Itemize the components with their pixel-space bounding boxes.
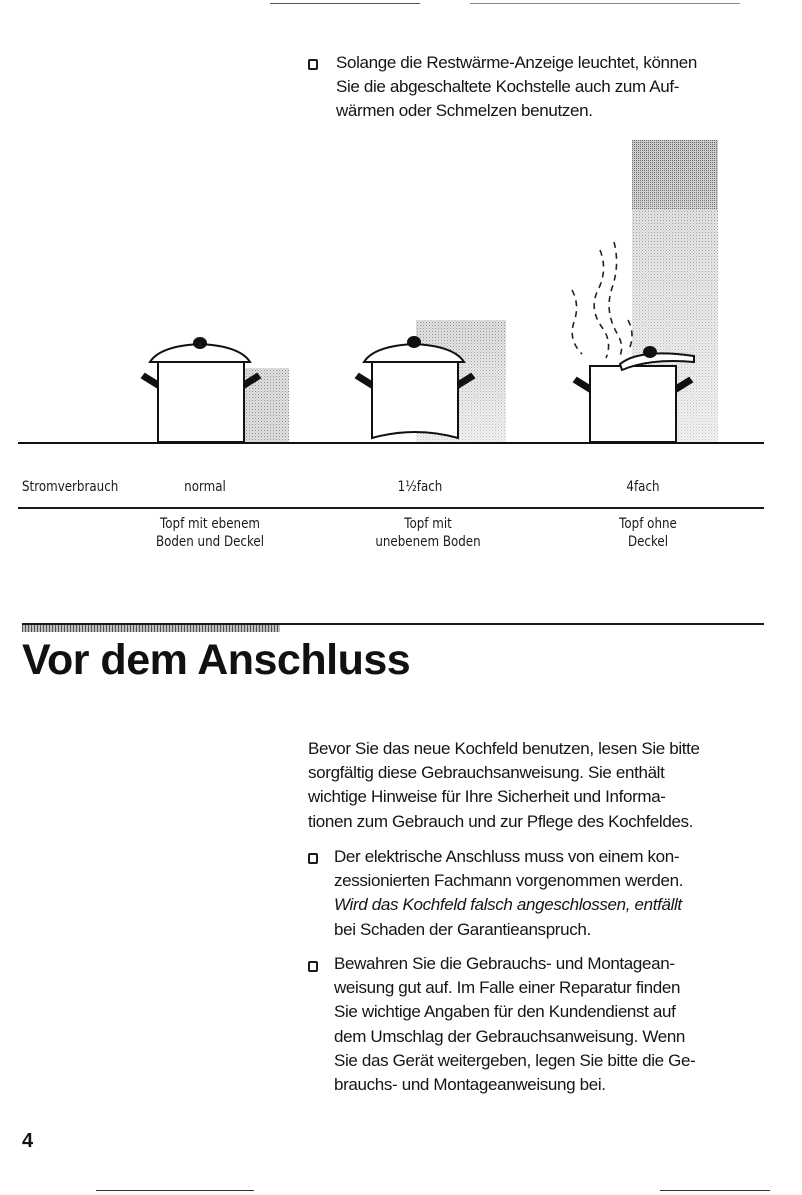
warning-line: Wird das Kochfeld falsch angeschlossen, entfällt (334, 895, 682, 915)
text-line: wärmen oder Schmelzen benutzen. (336, 101, 593, 121)
text-line: tionen zum Gebrauch und zur Pflege des Kochfeldes. (308, 811, 694, 831)
section-header-rule (22, 623, 764, 625)
pot-flat-with-lid-icon (142, 338, 260, 442)
consumption-high: 4fach (626, 479, 660, 495)
pot-caption-flat (144, 515, 275, 551)
text-line: Solange die Restwärme-Anzeige leuchtet, können (336, 53, 697, 72)
pot-without-lid-icon (574, 347, 694, 442)
energy-consumption-illustration (0, 130, 802, 460)
top-rule-mark (470, 3, 740, 4)
intro-paragraph (308, 737, 768, 834)
text-line: Sie die abgeschaltete Kochstelle auch zum Auf- (336, 77, 680, 97)
pot-caption-uneven (362, 515, 493, 551)
text-line: bei Schaden der Garantieanspruch. (334, 919, 591, 939)
cooktop-line (18, 442, 764, 444)
bullet-connection-text (334, 845, 774, 942)
bottom-rule-mark (660, 1190, 770, 1191)
text-line: sorgfältig diese Gebrauchsanweisung. Sie enthält (308, 763, 665, 783)
text-line: Bevor Sie das neue Kochfeld benutzen, lesen Sie bitte (308, 739, 700, 758)
caption-line: Topf mit ebenem (160, 516, 260, 532)
text-line: brauchs- und Montageanweisung bei. (334, 1075, 606, 1095)
page-number: 4 (22, 1130, 34, 1152)
consumption-medium: 1½fach (397, 479, 443, 495)
caption-line: unebenem Boden (375, 534, 481, 550)
consumption-row-label: Stromverbrauch (22, 479, 119, 495)
caption-line: Topf ohne (619, 516, 677, 532)
text-line: weisung gut auf. Im Falle einer Reparatur finden (334, 978, 681, 998)
pot-caption-no-lid (582, 515, 713, 551)
text-line: zessionierten Fachmann vorgenommen werden. (334, 871, 684, 891)
bottom-rule-mark (96, 1190, 254, 1191)
consumption-normal: normal (184, 479, 226, 495)
top-bullet-text (336, 51, 776, 124)
text-line: Der elektrische Anschluss muss von einem kon- (334, 847, 680, 866)
text-line: wichtige Hinweise für Ihre Sicherheit und Informa- (308, 787, 666, 807)
text-line: dem Umschlag der Gebrauchsanweisung. Wenn (334, 1026, 686, 1046)
text-line: Sie wichtige Angaben für den Kundendienst auf (334, 1002, 676, 1022)
steam-icon (572, 242, 632, 358)
checkbox-bullet-icon (308, 853, 318, 864)
section-heading: Vor dem Anschluss (22, 636, 411, 684)
bullet-keep-manual-text (334, 952, 774, 1097)
text-line: Sie das Gerät weitergeben, legen Sie bitte die Ge- (334, 1050, 696, 1070)
caption-line: Boden und Deckel (155, 534, 265, 550)
checkbox-bullet-icon (308, 59, 318, 70)
figure-divider (18, 507, 764, 509)
top-rule-mark (270, 3, 420, 4)
checkbox-bullet-icon (308, 961, 318, 972)
text-line: Bewahren Sie die Gebrauchs- und Montagean- (334, 954, 675, 973)
caption-line: Topf mit (404, 516, 452, 532)
caption-line: Deckel (627, 534, 669, 550)
